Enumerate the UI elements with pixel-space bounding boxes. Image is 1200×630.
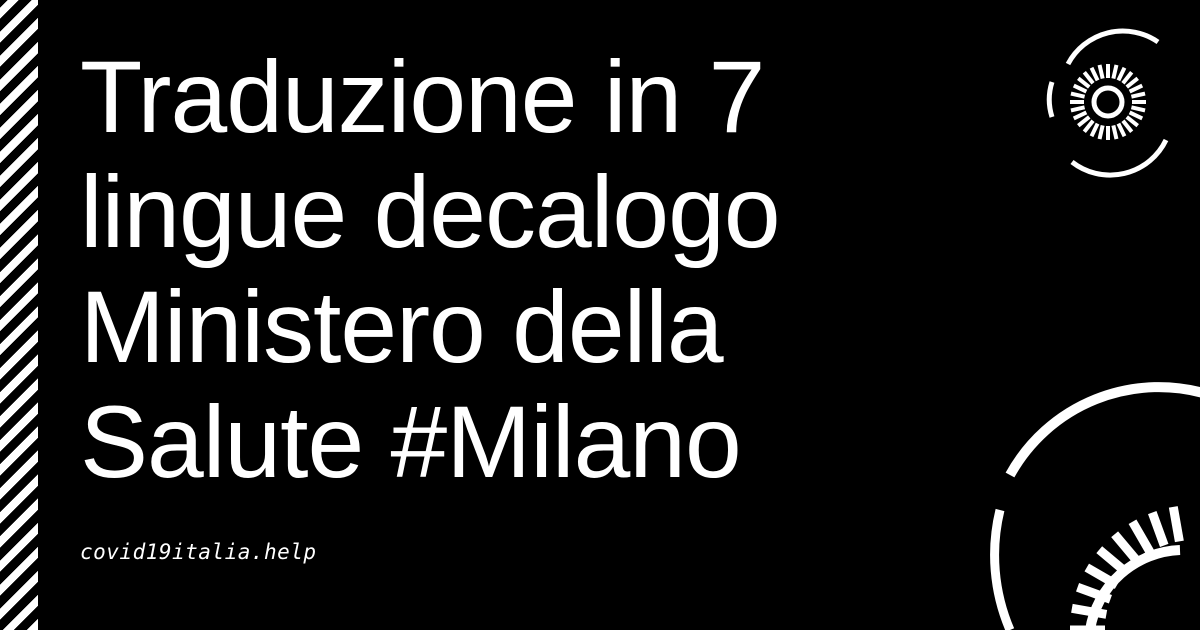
headline-line-2: lingue decalogo xyxy=(80,155,780,269)
diagonal-stripes-border xyxy=(0,0,38,630)
site-url: covid19italia.help xyxy=(80,540,317,564)
headline-line-1: Traduzione in 7 xyxy=(80,40,765,154)
radial-burst-icon xyxy=(1038,22,1178,182)
headline xyxy=(80,40,1000,500)
headline-line-3: Ministero della xyxy=(80,270,723,384)
headline-line-4: Salute #Milano xyxy=(80,385,741,499)
radial-burst-icon xyxy=(980,380,1200,630)
